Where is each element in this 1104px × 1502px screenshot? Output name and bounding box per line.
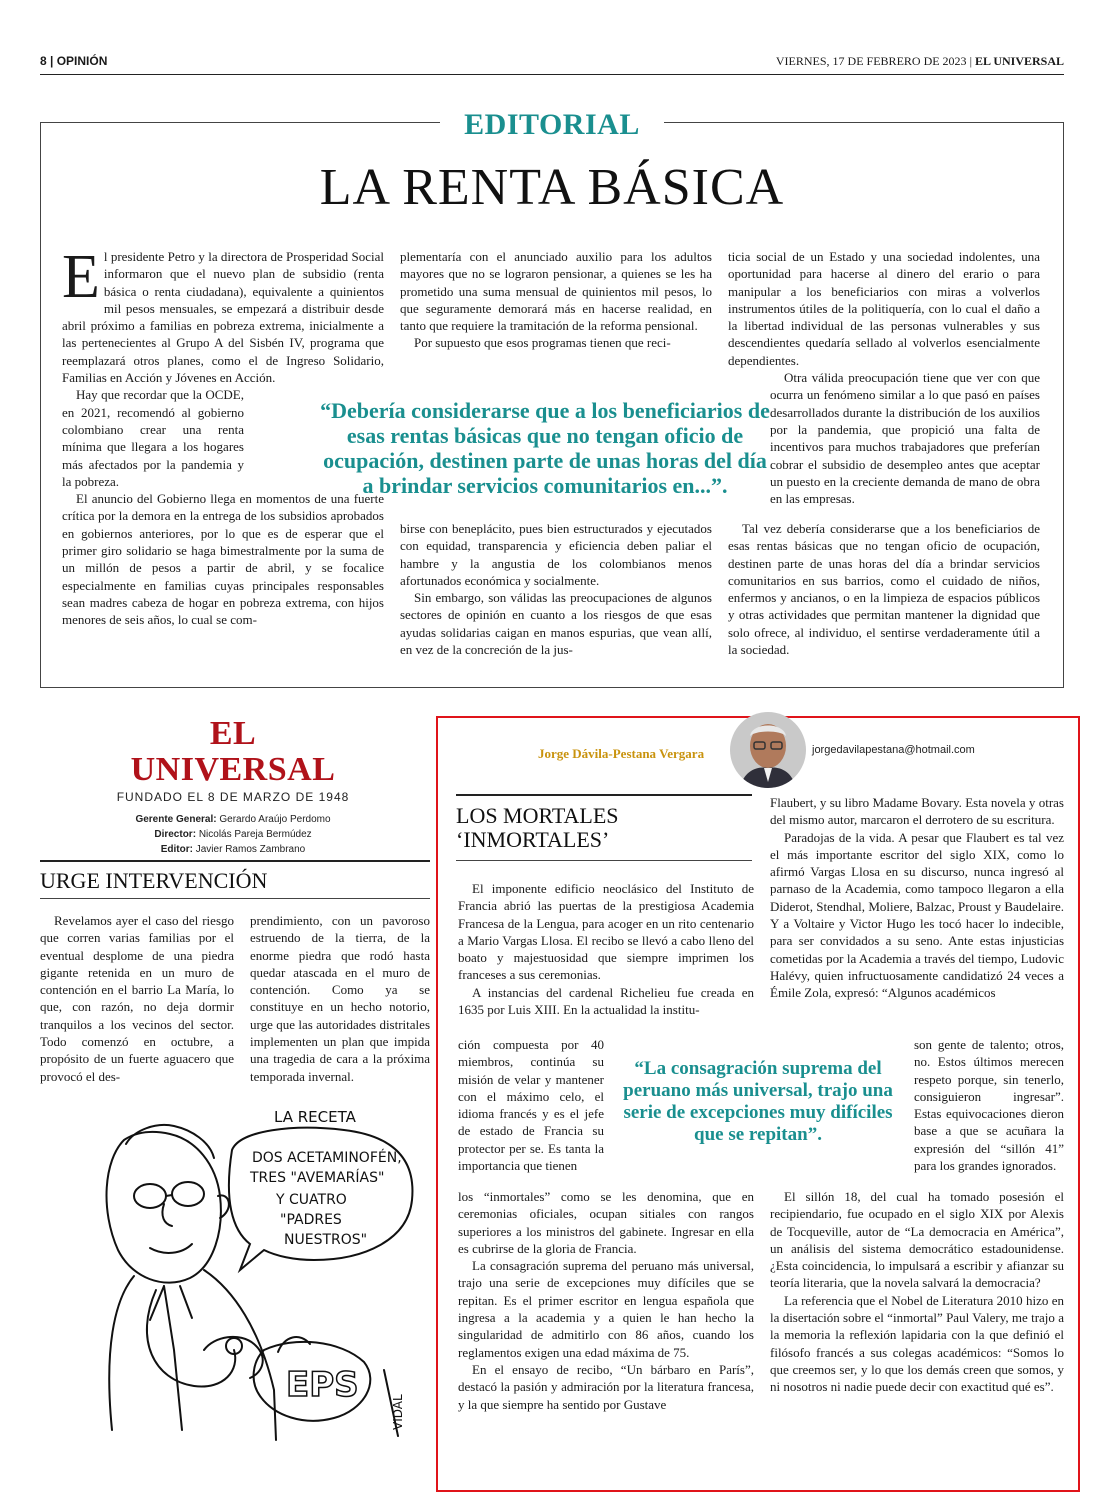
masthead <box>108 716 358 857</box>
column-top-rule <box>456 794 752 796</box>
urge-top-rule <box>40 860 430 862</box>
urge-bottom-rule <box>40 898 430 899</box>
column-paragraph: ción compuesta por 40 miembros, continúa su misión de velar y mantener con el máximo celo, el idioma francés y es el jefe de estado de Francia su protector per se. Es tanta la importancia que tienen <box>458 1037 604 1174</box>
cartoon-bubble-line: TRES "AVEMARÍAS" <box>250 1170 385 1186</box>
editorial-paragraph: ticia social de un Estado y una sociedad indolentes, una oportunidad para hacerse al dinero del erario o para manipular a los beneficiarios con miras a volverlos instrumentos útiles de la politiquería, con lo cual el daño a la libertad individual de las personas vulnerables y sus descendientes quedaría sellado al volverlos esencialmente dependientes. <box>728 249 1040 368</box>
editorial-paragraph: birse con beneplácito, pues bien estructurados y ejecutados con equidad, transparencia y eficiencia deben paliar el hambre y la angustia de los colombianos menos afortunados económica y socialmente. <box>400 521 712 588</box>
column-paragraph: El sillón 18, del cual ha tomado posesión el recipiendario, fue ocupado en el siglo XIX por Alexis de Tocqueville, autor de “La democracia en América”, un análisis del sistema democrático estadounidense. ¿Esta coincidencia, lo impulsará a escribir y afianzar su teoría literaria, que la novela salvará la democracia? <box>770 1189 1064 1291</box>
editorial-pullquote: “Debería considerarse que a los beneficiarios de esas rentas básicas que no tengan oficio de ocupación, destinen parte de unas horas del día a brindar servicios comunitarios en...”. <box>320 398 770 498</box>
urge-col-2 <box>250 912 430 1085</box>
column-paragraph: son gente de talento; otros, no. Estos últimos merecen respeto porque, sin tenerlo, consiguieron ingresar”. Estas equivocaciones dieron base a que se acuñara la expresión del “sillón 41” para los grandes ignorados. <box>914 1037 1064 1174</box>
column-title <box>456 804 752 852</box>
cartoon-bubble-line: "PADRES <box>280 1212 342 1228</box>
page-date-paper: VIERNES, 17 DE FEBRERO DE 2023 | EL UNIVERSAL <box>775 54 1064 68</box>
editorial-paragraph: El presidente Petro y la directora de Prosperidad Social informaron que el nuevo plan de subsidio (renta básica o renta ciudadana), equivalente a quinientos mil pesos mensuales, se empezará a distribuir desde abril próximo a familias en pobreza extrema, inicialmente a las pertenecientes al Grupo A del Sisbén IV, programa que reemplazará otros planes, como el de Ingreso Solidario, Familias en Acción y Jóvenes en Acción. <box>62 243 384 386</box>
column-title-line: LOS MORTALES <box>456 803 619 828</box>
cartoon-bubble-line: NUESTROS" <box>284 1232 368 1248</box>
cartoon <box>64 1100 424 1455</box>
editorial-title: LA RENTA BÁSICA <box>319 159 785 216</box>
editorial-paragraph: plementaría con el anunciado auxilio para los adultos mayores que no se lograron pensionar, a quienes se les ha prometido una suma mensual de quinientos mil pesos, lo que seguramente demorará más en hacerse realidad, en tanto que requiere la tramitación de la reforma pensional. <box>400 249 712 334</box>
column-author: Jorge Dávila-Pestana Vergara <box>538 746 705 761</box>
page-header <box>40 54 1064 74</box>
staff-line: Editor: Javier Ramos Zambrano <box>160 844 306 855</box>
column-paragraph: La consagración suprema del peruano más universal, trajo una serie de excepciones muy difíciles que se repitan. Es el primer escritor en lengua española que ingresa a la academia y a quien le han hecho la singularidad de admitirlo con 86 años, cuando los reglamentos exigen una edad máxima de 75. <box>458 1258 754 1360</box>
column-left-c <box>458 1188 754 1413</box>
page-date: VIERNES, 17 DE FEBRERO DE 2023 <box>775 54 967 68</box>
column-paragraph: El imponente edificio neoclásico del Instituto de Francia abrió las puertas de la prestigiosa Academia Francesa de la Lengua, para acoger en un rito centenario a Mario Vargas Llosa. El recibo se llevó a cabo lleno del boato y majestuosidad que siempre imprimen los franceses a sus ceremonias. <box>458 881 754 983</box>
editorial-col-3b <box>728 520 1040 658</box>
column-paragraph: A instancias del cardenal Richelieu fue creada en 1635 por Luis XIII. En la actualidad la institu- <box>458 984 754 1018</box>
editorial-label: EDITORIAL <box>440 108 664 144</box>
editorial-paragraph: Por supuesto que esos programas tienen que reci- <box>414 335 671 351</box>
editorial-paragraph: Hay que recordar que la OCDE, en 2021, recomendó al gobierno colombiano crear una renta mínima que llegara a los hogares más afectados por la pandemia y la pobreza. <box>62 387 244 489</box>
column-paragraph: En el ensayo de recibo, “Un bárbaro en París”, destacó la pasión y admiración por la literatura francesa, y la que siempre ha sentido por Gustave <box>458 1361 754 1412</box>
author-photo <box>730 712 806 788</box>
column-pullquote: “La consagración suprema del peruano más universal, trajo una serie de excepciones muy difíciles que se repitan”. <box>623 1058 893 1145</box>
editorial-col-2a <box>400 248 712 352</box>
editorial-col-3a <box>728 248 1040 507</box>
cartoon-caption: LA RECETA <box>274 1108 356 1126</box>
cartoon-bag-text: EPS <box>286 1365 359 1405</box>
urge-col-1 <box>40 912 234 1085</box>
column-paragraph: La referencia que el Nobel de Literatura 2010 hizo en la disertación sobre el “inmortal” Paul Valery, me trajo a la memoria la reflexión lapidaria con la que definió el filósofo francés a sus colegas académicos: “Somos lo que creemos ser, y lo que los demás creen que somos, y ni nosotros ni nadie puede decir con exactitud qué es”. <box>770 1292 1064 1395</box>
editorial-paragraph: Otra válida preocupación tiene que ver con que ocurra un fenómeno similar a lo que pasó en países desarrollados durante la distribución de los auxilios por la pandemia, que propició una falta de incentivos para muchos trabajadores que preferían cobrar el subsidio de desempleo antes que aceptar un puesto en la creciente demanda de mano de obra en las empresas. <box>770 370 1040 507</box>
editorial-paragraph: Tal vez debería considerarse que a los beneficiarios de esas rentas básicas que no tengan oficio de ocupación, destinen parte de unas horas del día a brindar servicios comunitarios en sus barrios, como el cuidado de niños, enfermos y ancianos, o en la limpieza de espacios públicos y otras actividades que permitan mantener la dignidad que solo ofrece, al individuo, el sentirse verdaderamente útil a la sociedad. <box>728 521 1040 658</box>
urge-paragraph: Revelamos ayer el caso del riesgo que corren varias familias por el eventual desplome de una piedra gigante retenida en un muro de contención en el barrio La María, lo que, con razón, no deja dormir tranquilos a los vecinos del sector. Todo comenzó en octubre, a propósito de un fuerte aguacero que provocó el des- <box>40 913 234 1084</box>
staff-line: Director: Nicolás Pareja Bermúdez <box>154 829 312 840</box>
cartoon-bubble-line: Y CUATRO <box>276 1192 347 1208</box>
page-section: 8 | OPINIÓN <box>40 54 108 68</box>
paper-name: EL UNIVERSAL <box>974 54 1064 68</box>
header-rule <box>40 74 1064 75</box>
column-left-b <box>458 1036 604 1174</box>
column-bottom-rule <box>456 860 752 861</box>
editorial-dropcap: E <box>62 243 100 311</box>
masthead-title: EL UNIVERSAL <box>130 715 336 788</box>
editorial-paragraph: Sin embargo, son válidas las preocupaciones de algunos sectores de opinión en cuanto a los riesgos de que esas ayudas solidarias caigan en manos espurias, que vean allí, en vez de la concreción de la jus- <box>400 590 712 658</box>
masthead-founded: FUNDADO EL 8 DE MARZO DE 1948 <box>116 790 350 804</box>
urge-title: URGE INTERVENCIÓN <box>40 868 268 893</box>
column-email: jorgedavilapestana@hotmail.com <box>812 744 975 756</box>
column-right-a <box>770 794 1064 1002</box>
column-paragraph: Flaubert, y su libro Madame Bovary. Esta novela y otras del mismo autor, marcaron el derrotero de su escritura. <box>770 795 1064 828</box>
column-right-c <box>770 1188 1064 1396</box>
staff-line: Gerente General: Gerardo Araújo Perdomo <box>135 814 331 825</box>
column-paragraph: Paradojas de la vida. A pesar que Flaubert es tal vez el más importante escritor del siglo XIX, como lo afirmó Vargas Llosa en su discurso, nunca ingresó al parnaso de la Academia, como tampoco llegaron a ella Diderot, Stendhal, Moliere, Balzac, Proust y Baudelaire. Y a Voltaire y Victor Hugo les tocó hacer lo indecible, para ser convidados a su seno. Ante estas injusticias cometidas por la Academia a través del tiempo, Ludovic Halévy, quien infructuosamente candidatizó 24 veces a Émile Zola, expresó: “Algunos académicos <box>770 829 1064 1001</box>
urge-paragraph: prendimiento, con un pavoroso estruendo de la tierra, de la enorme piedra que rodó hasta quedar atascada en el muro de contención. Como ya se constituye en un hecho notorio, urge que las autoridades distritales implementen un plan que impida una tragedia de cara a la próxima temporada invernal. <box>250 913 430 1084</box>
editorial-paragraph: El anuncio del Gobierno llega en momentos de una fuerte crítica por la demora en la entrega de los subsidios aprobados en gobiernos anteriores, por lo que es de esperar que el primer giro solidario se haga bimestralmente por la suma de un millón de pesos a partir de abril, y se focalice especialmente en familias cuyas principales responsables sean madres cabeza de hogar en pobreza extrema, con hijos menores de seis años, lo cual se com- <box>62 491 384 628</box>
column-paragraph: los “inmortales” como se les denomina, que en ceremonias oficiales, ocupan sitiales con rangos superiores a los ministros del gabinete. Ingresar en ella es cubrirse de la gloria de Francia. <box>458 1189 754 1256</box>
cartoon-bubble-line: DOS ACETAMINOFÉN, <box>252 1150 402 1166</box>
column-left-a <box>458 880 754 1018</box>
cartoon-signature: VIDAL <box>391 1394 405 1430</box>
masthead-staff <box>108 812 358 857</box>
editorial-col-2b <box>400 520 712 658</box>
column-right-b <box>914 1036 1064 1174</box>
column-title-line: ‘INMORTALES’ <box>456 827 610 852</box>
